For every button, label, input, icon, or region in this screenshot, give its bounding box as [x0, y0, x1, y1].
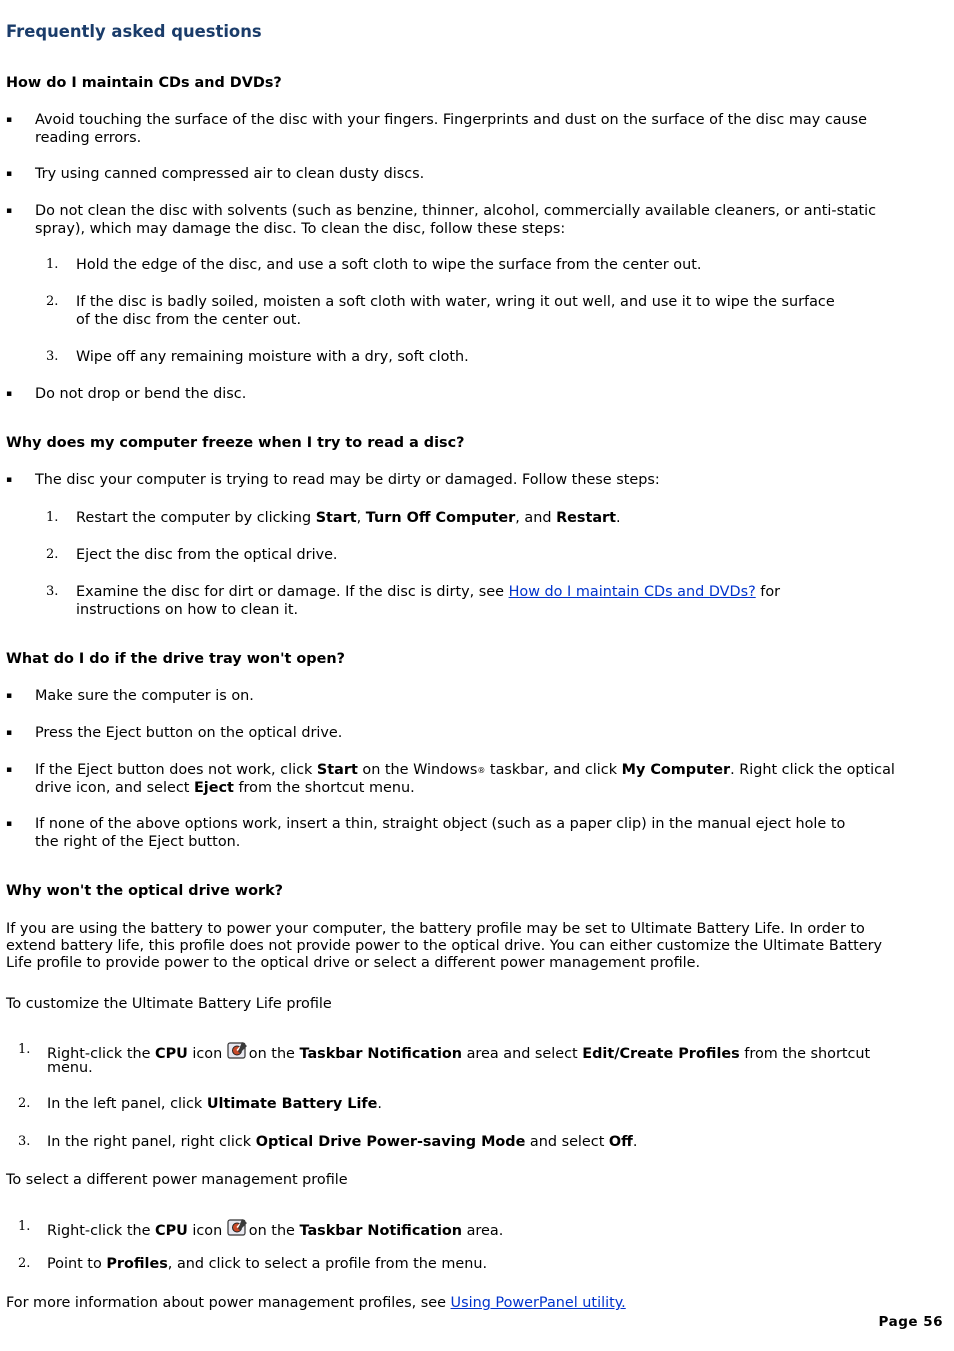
bullet-icon: ▪ — [6, 475, 13, 485]
step-text: If the disc is badly soiled, moisten a soft cloth with water, wring it out well, and use it to wipe the surface — [76, 294, 835, 310]
page-number: Page 56 — [878, 1314, 943, 1330]
bullet-text-cont: drive icon, and select Eject from the shortcut menu. — [35, 780, 415, 796]
bullet-icon: ▪ — [6, 169, 13, 179]
paragraph-line: Life profile to provide power to the optical drive or select a different power management profile. — [6, 955, 701, 971]
link-powerpanel[interactable]: Using PowerPanel utility. — [450, 1295, 626, 1311]
step-number: 2. — [18, 1256, 31, 1271]
step-number: 3. — [18, 1134, 31, 1149]
bullet-text: If none of the above options work, insert a thin, straight object (such as a paper clip) in the manual eject hole to — [35, 816, 846, 832]
bullet-text: Press the Eject button on the optical drive. — [35, 725, 343, 741]
bullet-text: Do not clean the disc with solvents (such as benzine, thinner, alcohol, commercially available cleaners, or anti-static — [35, 203, 877, 219]
bullet-icon: ▪ — [6, 389, 13, 399]
bullet-icon: ▪ — [6, 691, 13, 701]
step-number: 1. — [46, 257, 59, 272]
heading-drive-tray: What do I do if the drive tray won't open? — [6, 651, 345, 667]
bullet-text: Make sure the computer is on. — [35, 688, 254, 704]
step-text: Restart the computer by clicking Start, Turn Off Computer, and Restart. — [76, 510, 621, 526]
step-number: 2. — [46, 294, 59, 309]
step-number: 1. — [18, 1042, 31, 1057]
page-title: Frequently asked questions — [6, 22, 262, 41]
paragraph-line: If you are using the battery to power your computer, the battery profile may be set to Ultimate Battery Life. In order to — [6, 921, 865, 937]
step-number: 2. — [46, 547, 59, 562]
step-text: Eject the disc from the optical drive. — [76, 547, 338, 563]
step-number: 3. — [46, 584, 59, 599]
step-text: Hold the edge of the disc, and use a soft cloth to wipe the surface from the center out. — [76, 257, 702, 273]
step-text: In the left panel, click Ultimate Battery Life. — [47, 1096, 382, 1112]
customize-intro: To customize the Ultimate Battery Life profile — [6, 996, 332, 1012]
step-text-cont: instructions on how to clean it. — [76, 602, 299, 618]
step-text-cont: menu. — [47, 1060, 93, 1076]
bullet-text: If the Eject button does not work, click Start on the Windows® taskbar, and click My Computer. Right click the optical — [35, 762, 895, 778]
more-info: For more information about power management profiles, see Using PowerPanel utility. — [6, 1295, 626, 1311]
step-text: Examine the disc for dirt or damage. If the disc is dirty, see How do I maintain CDs and DVDs? for — [76, 584, 781, 600]
paragraph-line: extend battery life, this profile does not provide power to the optical drive. You can either customize the Ultimate Battery — [6, 938, 883, 954]
bullet-text-cont: the right of the Eject button. — [35, 834, 241, 850]
heading-maintain-discs: How do I maintain CDs and DVDs? — [6, 75, 282, 91]
bullet-text: The disc your computer is trying to read may be dirty or damaged. Follow these steps: — [35, 472, 660, 488]
bullet-text: Try using canned compressed air to clean dusty discs. — [35, 166, 425, 182]
bullet-icon: ▪ — [6, 819, 13, 829]
step-number: 2. — [18, 1096, 31, 1111]
bullet-text: Do not drop or bend the disc. — [35, 386, 247, 402]
step-text: Point to Profiles, and click to select a profile from the menu. — [47, 1256, 488, 1272]
select-intro: To select a different power management profile — [6, 1172, 348, 1188]
step-number: 3. — [46, 349, 59, 364]
step-text: Wipe off any remaining moisture with a dry, soft cloth. — [76, 349, 469, 365]
bullet-text: Avoid touching the surface of the disc with your fingers. Fingerprints and dust on the surface of the disc may cause — [35, 112, 868, 128]
step-text: Right-click the CPU icon on the Taskbar Notification area. — [47, 1218, 927, 1240]
bullet-text-cont: spray), which may damage the disc. To clean the disc, follow these steps: — [35, 221, 566, 237]
bullet-icon: ▪ — [6, 765, 13, 775]
bullet-icon: ▪ — [6, 728, 13, 738]
heading-computer-freeze: Why does my computer freeze when I try to read a disc? — [6, 435, 465, 451]
step-number: 1. — [46, 510, 59, 525]
link-maintain-discs[interactable]: How do I maintain CDs and DVDs? — [508, 584, 756, 600]
step-text: Right-click the CPU icon on the Taskbar Notification area and select Edit/Create Profiles from the shortcut — [47, 1041, 927, 1063]
step-text-cont: of the disc from the center out. — [76, 312, 302, 328]
step-text: In the right panel, right click Optical Drive Power-saving Mode and select Off. — [47, 1134, 638, 1150]
heading-optical-drive: Why won't the optical drive work? — [6, 883, 283, 899]
bullet-icon: ▪ — [6, 115, 13, 125]
cpu-icon — [227, 1218, 248, 1237]
step-number: 1. — [18, 1219, 31, 1234]
registered-mark: ® — [477, 766, 486, 775]
bullet-text-cont: reading errors. — [35, 130, 142, 146]
cpu-icon — [227, 1041, 248, 1060]
bullet-icon: ▪ — [6, 206, 13, 216]
